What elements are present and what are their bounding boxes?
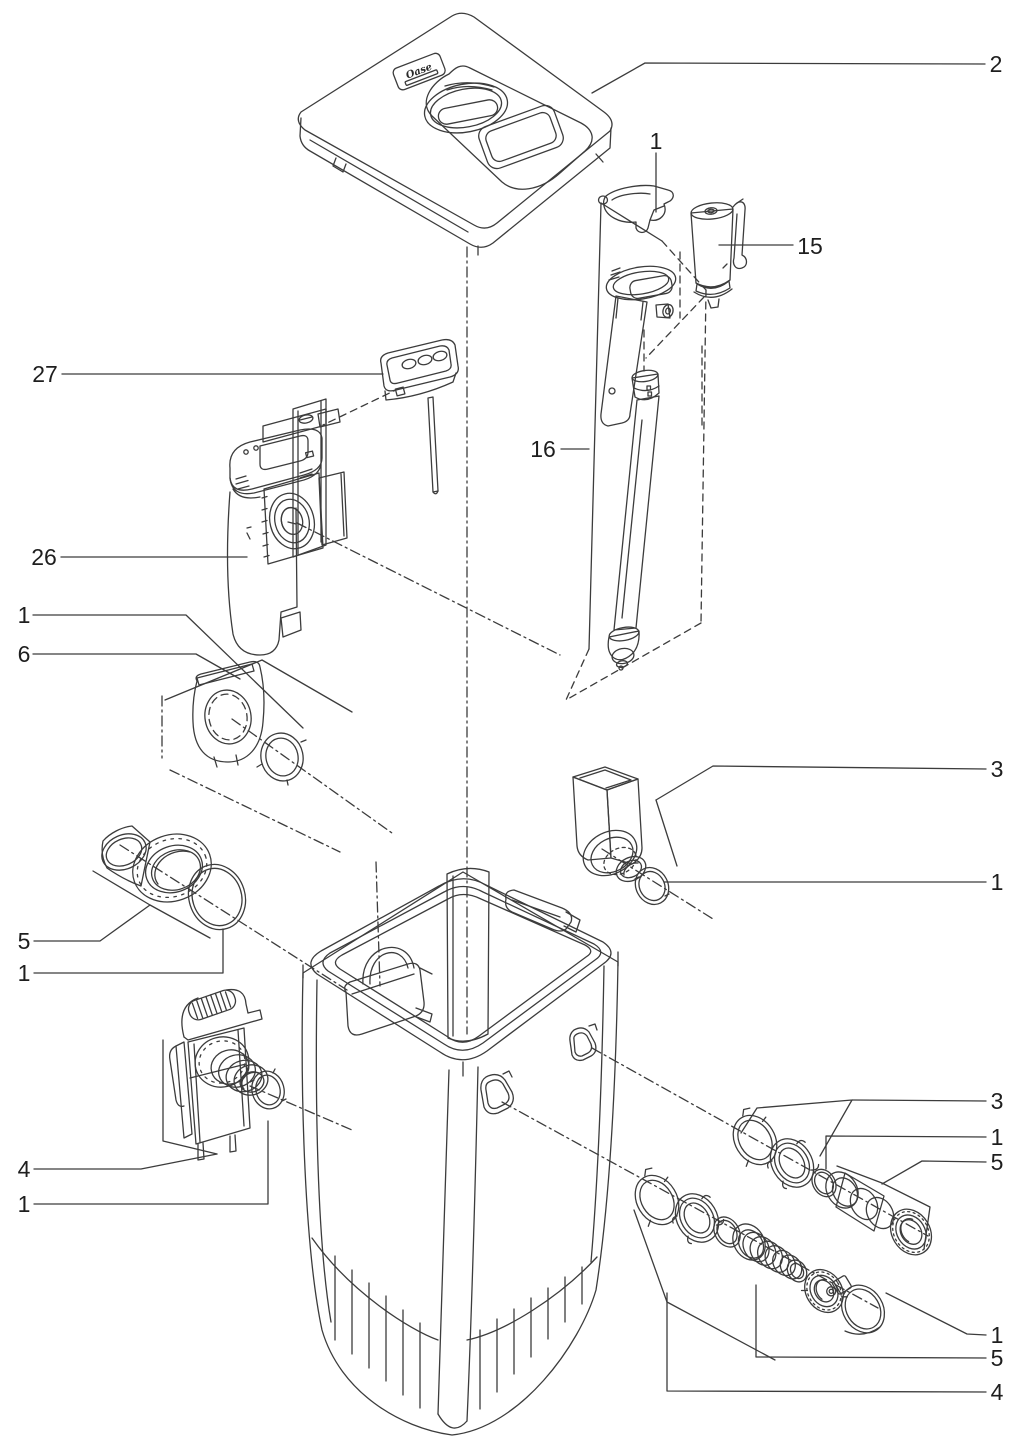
part-bracket-and-seal [193, 662, 308, 785]
group-outlines [93, 660, 930, 1360]
callout-bracket-seal: 1 [17, 602, 31, 628]
leader-3-union [852, 1100, 986, 1101]
leader-1-bracket [33, 615, 303, 728]
leader-4-valve [34, 1154, 217, 1169]
callout-outlet-o-ring: 1 [17, 960, 31, 986]
part-ring-nut-upper [882, 1202, 939, 1263]
brand-badge-text: Oase [404, 61, 434, 82]
part-cleaning-rod [601, 262, 678, 670]
leader-3-inlet [656, 766, 986, 800]
leader-5-adapter [882, 1161, 986, 1184]
callout-valve-seal: 1 [17, 1191, 31, 1217]
callout-small-o-ring: 1 [990, 1124, 1004, 1150]
part-hose-adapter [819, 1166, 899, 1234]
callout-cap-cylinder: 15 [797, 233, 823, 259]
part-uvc-unit [228, 399, 347, 655]
callout-hose-tail: 5 [990, 1345, 1004, 1371]
part-inlet-chute [573, 767, 650, 886]
leader-1-union [826, 1136, 986, 1169]
part-outlet-o-ring [180, 857, 254, 937]
callout-union-rings: 3 [990, 1088, 1004, 1114]
callout-hose-clamp: 4 [990, 1379, 1004, 1405]
callout-inlet-chute: 3 [990, 756, 1004, 782]
callout-uvc-unit: 26 [31, 544, 57, 570]
callout-lid-clip: 1 [649, 128, 663, 154]
leader-lines [33, 63, 986, 1392]
callout-bracket: 6 [17, 641, 31, 667]
leader-1-outlet [34, 929, 223, 973]
part-union-ring-c [623, 1162, 689, 1233]
leader-5-outlet [34, 905, 150, 941]
callout-cleaning-rod: 16 [530, 436, 556, 462]
leader-1-hose [886, 1293, 986, 1335]
part-valve-seal [248, 1068, 289, 1113]
leader-5-hose [756, 1285, 986, 1358]
callout-lid: 2 [989, 51, 1003, 77]
callout-hose-o-ring: 1 [990, 1322, 1004, 1348]
part-filter-lid [298, 13, 612, 255]
part-cap-cylinder [690, 199, 746, 308]
leader-2 [592, 63, 985, 93]
leader-4-clamp [667, 1293, 986, 1392]
callout-control-panel: 27 [32, 361, 58, 387]
part-union-ring-b [759, 1130, 824, 1197]
part-control-panel [381, 340, 459, 494]
callout-inlet-seal: 1 [990, 869, 1004, 895]
part-slide-valve [170, 988, 272, 1160]
callout-hose-adapter: 5 [990, 1149, 1004, 1175]
callout-slide-valve: 4 [17, 1156, 31, 1182]
part-filter-container [302, 868, 618, 1435]
part-inlet-seal [629, 862, 675, 910]
callout-outlet-socket: 5 [17, 928, 31, 954]
brand-badge [392, 52, 447, 91]
